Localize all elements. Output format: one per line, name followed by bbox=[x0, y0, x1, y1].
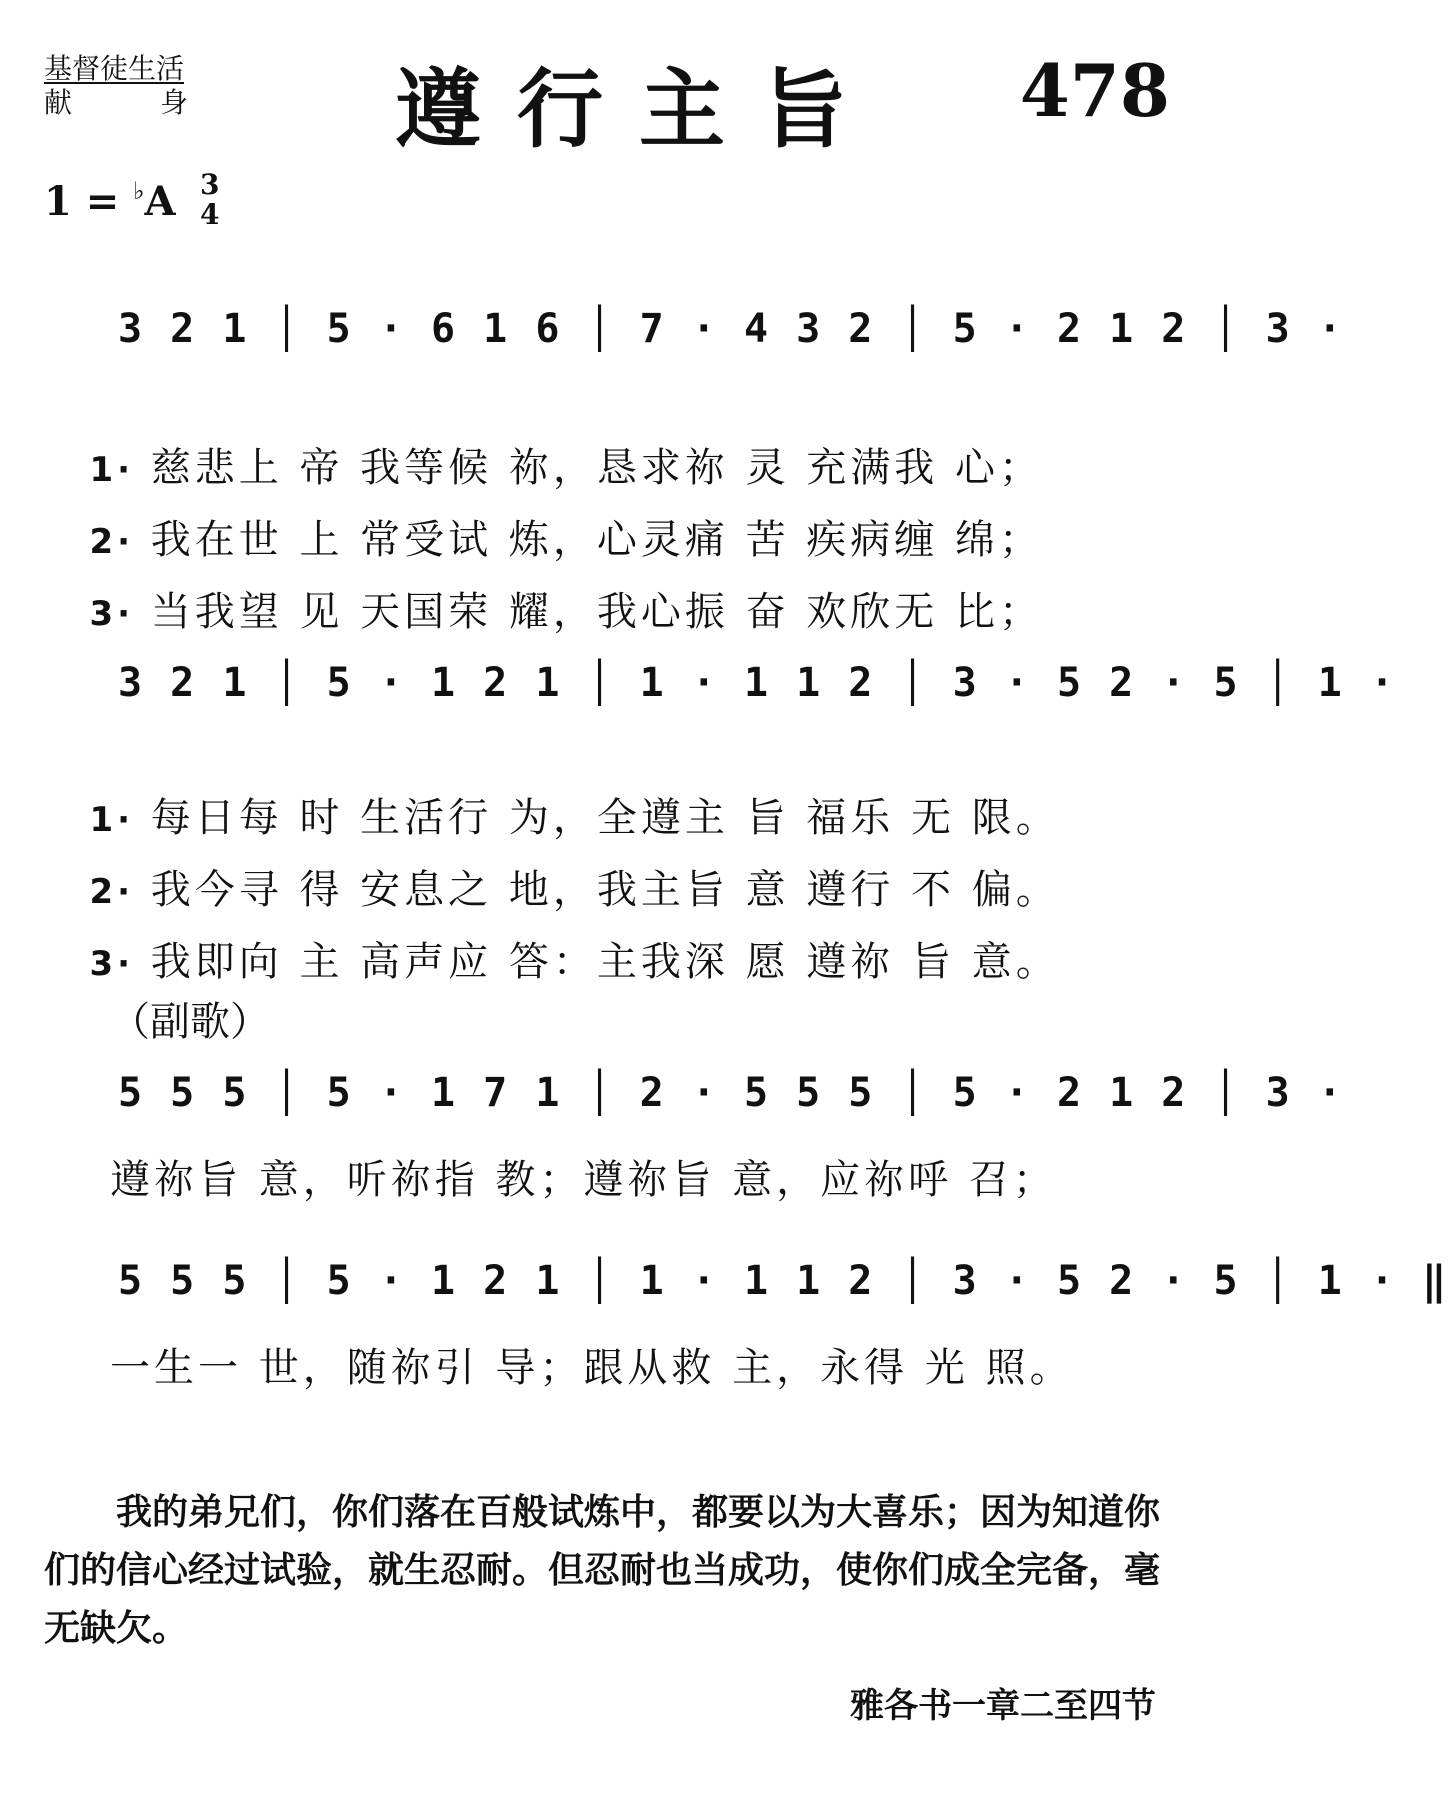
refrain-notation-line-2: 5 5 5 │ 5 · 1 2 1 │ 1 · 1 1 2 │ 3 · 5 2 · 5 │ 1 · ‖ bbox=[118, 1258, 1448, 1304]
lyric-text: 当我望 见 天国荣 耀，我心振 奋 欢欣无 比； bbox=[150, 589, 1044, 635]
verse-number: 2· bbox=[89, 872, 135, 912]
flat-symbol: ♭ bbox=[133, 176, 145, 205]
refrain-lyric-line-1: 遵祢旨 意，听祢指 教；遵祢旨 意，应祢呼 召； bbox=[110, 1157, 1057, 1203]
hymn-title: 遵行主旨 bbox=[395, 59, 883, 160]
lyric-text: 慈悲上 帝 我等候 祢，恳求祢 灵 充满我 心； bbox=[150, 445, 1044, 491]
lyric-line-1-verse-3 bbox=[56, 534, 1043, 637]
scripture-text: 我的弟兄们，你们落在百般试炼中，都要以为大喜乐；因为知道你们的信心经过试验，就生忍耐。但忍耐也当成功，使你们成全完备，毫无缺欠。 bbox=[44, 1492, 1161, 1649]
lyric-text: 我在世 上 常受试 炼，心灵痛 苦 疾病缠 绵； bbox=[150, 517, 1044, 563]
time-signature-bottom: 4 bbox=[200, 198, 220, 231]
verse-number: 2· bbox=[89, 522, 135, 562]
notation-line-1: 3 2 1 │ 5 · 6 1 6 │ 7 · 4 3 2 │ 5 · 2 1 2 │ 3 · bbox=[118, 306, 1344, 352]
lyric-text: 我即向 主 高声应 答：主我深 愿 遵祢 旨 意。 bbox=[150, 939, 1060, 985]
refrain-lyric-line-2: 一生一 世，随祢引 导；跟从救 主，永得 光 照。 bbox=[110, 1345, 1074, 1391]
hymn-number: 478 bbox=[1019, 48, 1170, 133]
lyric-text: 每日每 时 生活行 为，全遵主 旨 福乐 无 限。 bbox=[150, 795, 1060, 841]
category-label: 基督徒生活 bbox=[44, 52, 185, 85]
key-prefix: 1 = bbox=[44, 178, 134, 225]
refrain-notation-line-1: 5 5 5 │ 5 · 1 7 1 │ 2 · 5 5 5 │ 5 · 2 1 2 │ 3 · bbox=[118, 1070, 1344, 1116]
verse-number: 3· bbox=[89, 594, 135, 634]
verse-number: 3· bbox=[89, 944, 135, 984]
lyric-line-2-verse-3 bbox=[56, 884, 1060, 987]
lyric-text: 我今寻 得 安息之 地，我主旨 意 遵行 不 偏。 bbox=[150, 867, 1060, 913]
subcategory-label: 献身 bbox=[44, 86, 277, 119]
time-signature-top: 3 bbox=[200, 168, 220, 201]
key-note: A bbox=[144, 178, 176, 225]
verse-number: 1· bbox=[89, 450, 135, 490]
verse-number: 1· bbox=[89, 800, 135, 840]
refrain-label: （副歌） bbox=[110, 999, 270, 1045]
scripture-reference: 雅各书一章二至四节 bbox=[850, 1686, 1156, 1726]
notation-line-2: 3 2 1 │ 5 · 1 2 1 │ 1 · 1 1 2 │ 3 · 5 2 · 5 │ 1 · bbox=[118, 660, 1397, 706]
key-signature bbox=[44, 178, 176, 225]
time-signature bbox=[200, 170, 219, 230]
